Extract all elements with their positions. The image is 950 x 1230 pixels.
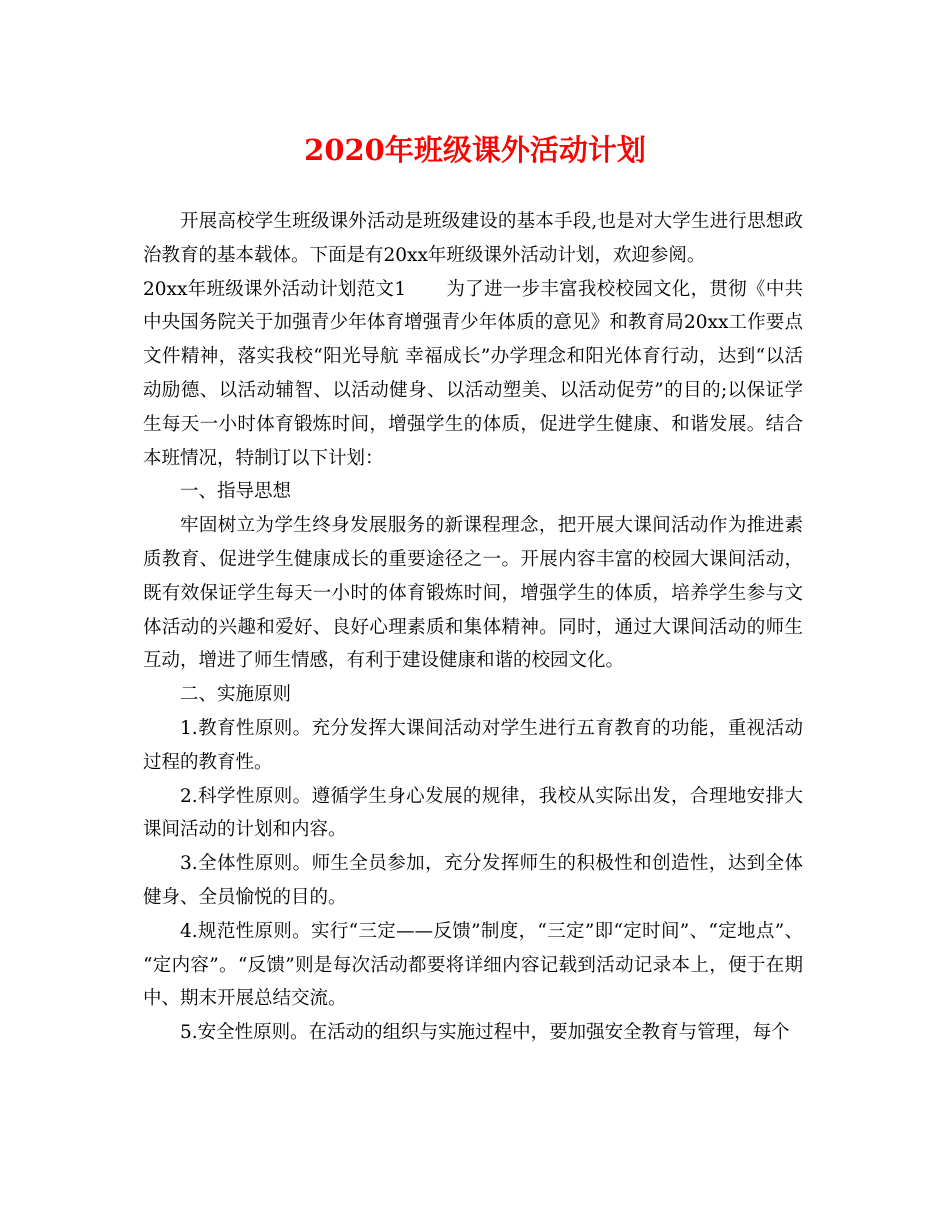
intro-paragraph: 开展高校学生班级课外活动是班级建设的基本手段,也是对大学生进行思想政治教育的基本载体。下面是有20xx年班级课外活动计划，欢迎参阅。	[143, 211, 803, 266]
principle-item: 1.教育性原则。充分发挥大课间活动对学生进行五育教育的功能，重视活动过程的教育性。	[143, 717, 803, 773]
principle-item: 2.科学性原则。遵循学生身心发展的规律，我校从实际出发，合理地安排大课间活动的计划和内容。	[143, 785, 803, 841]
sample-paragraph	[143, 273, 803, 476]
sample-text: 为了进一步丰富我校校园文化，贯彻《中共中央国务院关于加强青少年体育增强青少年体质的意见》和教育局20xx工作要点文件精神，落实我校“阳光导航 幸福成长”办学理念和阳光体育行动，达到“以活动励德、以活动辅智、以活动健身、以活动塑美、以活动促劳”的目的;以保证学生每天一小时体育锻炼时间，增强学生的体质，促进学生健康、和谐发展。结合本班情况，特制订以下计划：	[143, 278, 803, 469]
principle-item: 4.规范性原则。实行“三定——反馈”制度，“三定”即“定时间”、“定地点”、 “定内容”。“反馈”则是每次活动都要将详细内容记载到活动记录本上，便于在期中、期末开展总结交流。	[143, 920, 803, 1010]
document-title: 2020年班级课外活动计划	[304, 133, 646, 167]
heading-guiding-ideology: 一、指导思想	[180, 481, 292, 503]
principle-item: 5.安全性原则。在活动的组织与实施过程中，要加强安全教育与管理，每个	[180, 1022, 790, 1044]
document-body	[143, 205, 803, 1050]
principle-item: 3.全体性原则。师生全员参加，充分发挥师生的积极性和创造性，达到全体健身、全员愉悦的目的。	[143, 853, 803, 908]
sample-label: 20xx年班级课外活动计划范文1	[143, 278, 407, 300]
guiding-paragraph: 牢固树立为学生终身发展服务的新课程理念，把开展大课间活动作为推进素质教育、促进学生健康成长的重要途径之一。开展内容丰富的校园大课间活动，既有效保证学生每天一小时的体育锻炼时间，增强学生的体质，培养学生参与文体活动的兴趣和爱好、良好心理素质和集体精神。同时，通过大课间活动的师生互动，增进了师生情感，有利于建设健康和谐的校园文化。	[143, 515, 803, 672]
heading-principles: 二、实施原则	[180, 684, 292, 706]
